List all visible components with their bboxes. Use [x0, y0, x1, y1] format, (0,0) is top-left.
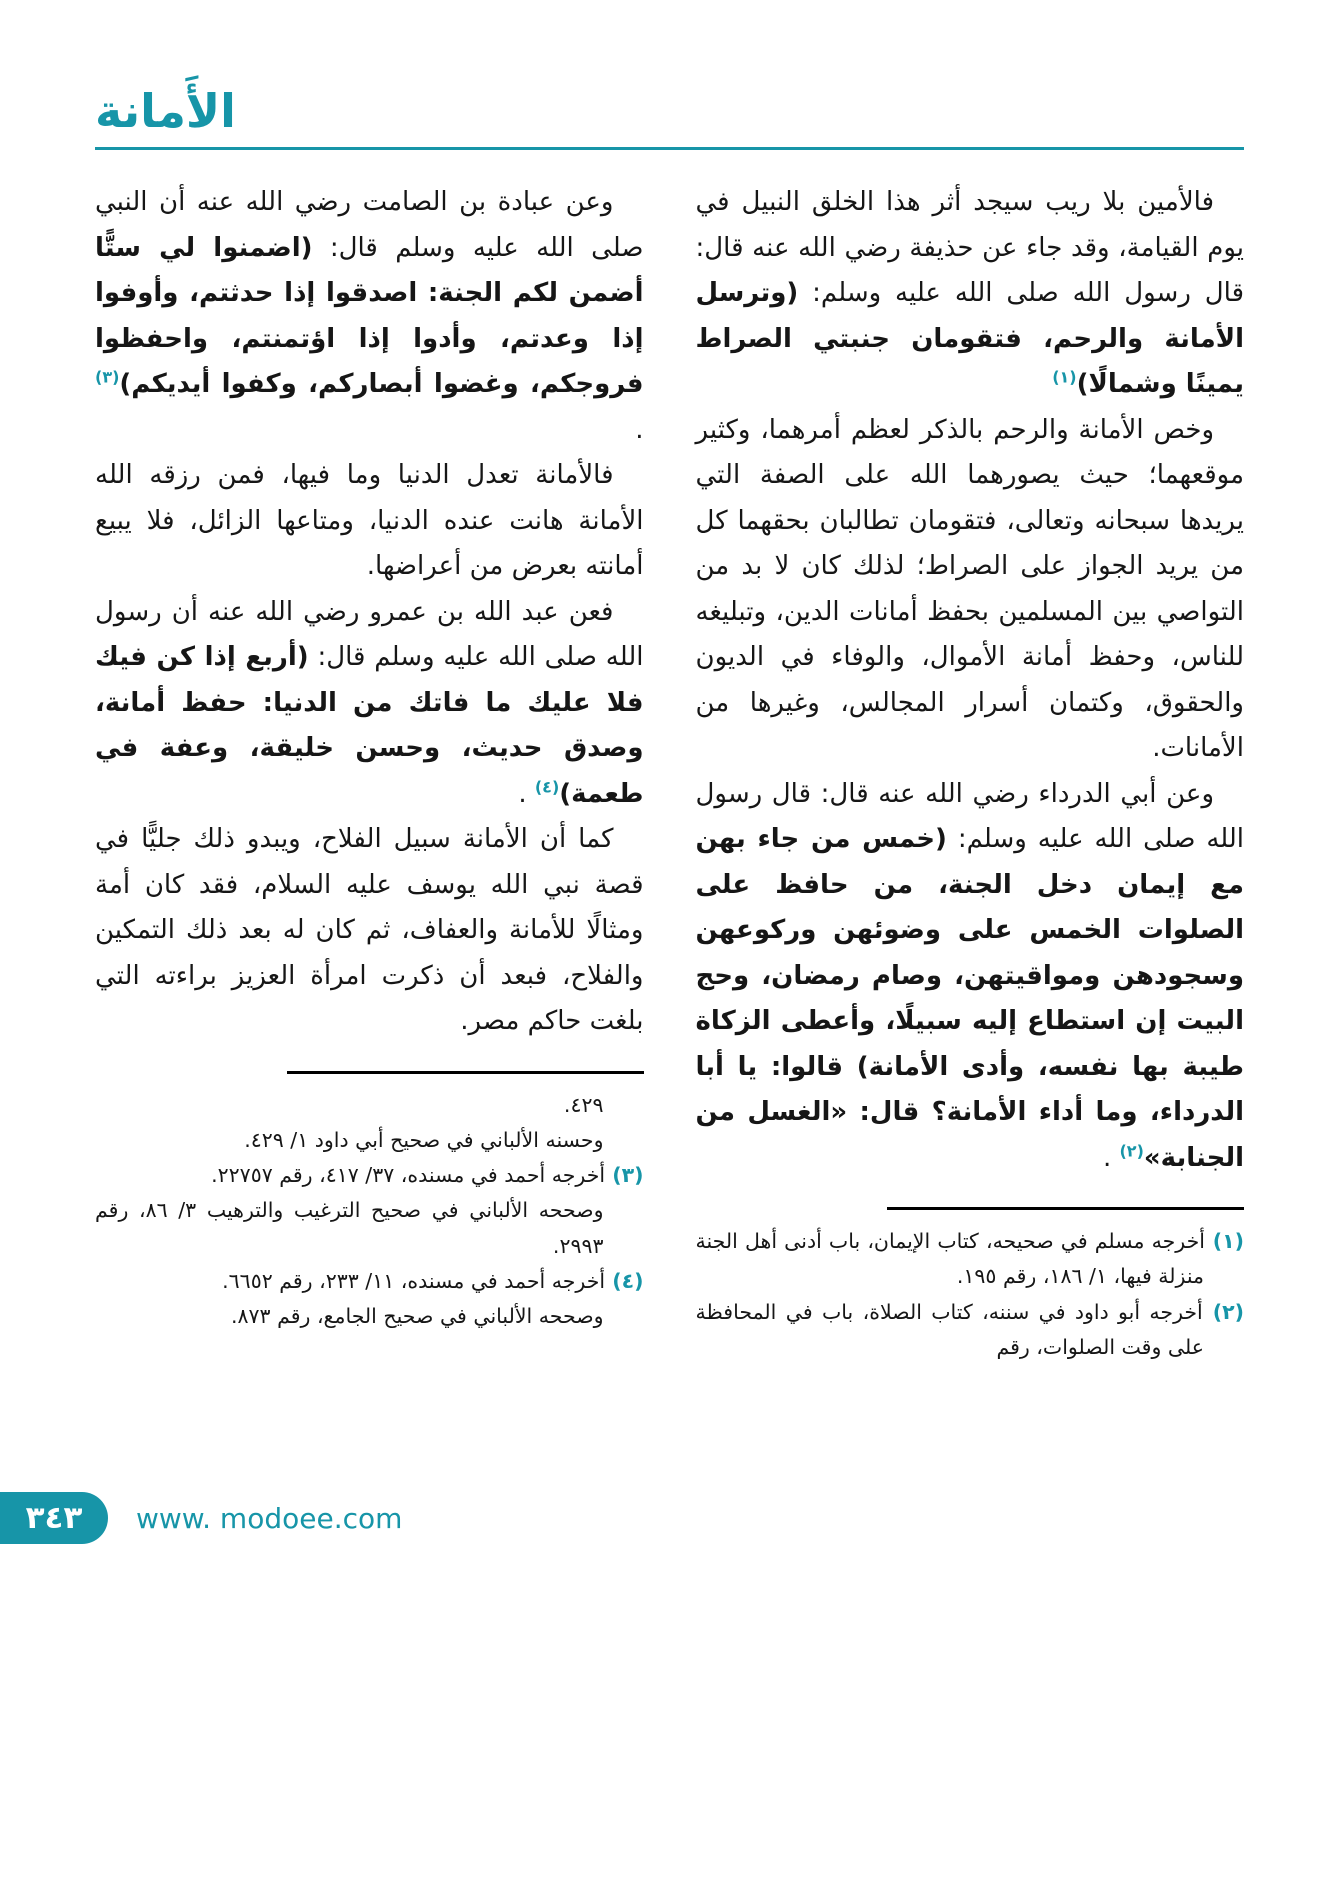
- paragraph: [95, 590, 644, 818]
- running-head-title: الأَمانة: [95, 84, 236, 138]
- page-number: ٣٤٣: [25, 1500, 83, 1536]
- body-text: فعن عبد الله بن عمرو رضي الله عنه أن رسول الله صلى الله عليه وسلم قال:: [95, 596, 644, 672]
- footnote: [95, 1264, 644, 1299]
- page-footer: [0, 1490, 402, 1546]
- paragraph: [696, 408, 1245, 772]
- left-footnote-separator: [287, 1071, 644, 1074]
- footnote-text: أخرجه مسلم في صحيحه، كتاب الإيمان، باب أدنى أهل الجنة منزلة فيها، ١/ ١٨٦، رقم ١٩٥.: [695, 1229, 1205, 1289]
- body-text: فالأمين بلا ريب سيجد أثر هذا الخلق النبيل في يوم القيامة، وقد جاء عن حذيفة رضي الله عنه قال: قال رسول الله صلى الله عليه وسلم:: [695, 187, 1244, 308]
- body-text: كما أن الأمانة سبيل الفلاح، ويبدو ذلك جليًّا في قصة نبي الله يوسف عليه السلام، فقد كان أمة ومثالًا للأمانة والعفاف، ثم كان له بعد ذلك التمكين والفلاح، فبعد أن ذكرت امرأة العزيز براءته التي بلغت حاكم مصر.: [95, 824, 644, 1036]
- page-header: [95, 84, 1244, 150]
- left-column: [95, 180, 644, 1365]
- body-text: وخص الأمانة والرحم بالذكر لعظم أمرهما، وكثير موقعهما؛ حيث يصورهما الله على الصفة التي يريدها سبحانه وتعالى، فتقومان تطالبان بحقهما كل من يريد الجواز على الصراط؛ لذلك كان لا بد من التواصي بين المسلمين بحفظ أمانات الدين، وتبليغه للناس، وحفظ أمانة الأموال، والوفاء في الديون والحقوق، وكتمان أسرار المجالس، وغيرها من الأمانات.: [695, 414, 1244, 763]
- footnote-number: (١): [1204, 1229, 1244, 1253]
- body-text: وعن عبادة بن الصامت رضي الله عنه أن النبي صلى الله عليه وسلم قال:: [95, 187, 644, 263]
- body-text: فالأمانة تعدل الدنيا وما فيها، فمن رزقه الله الأمانة هانت عنده الدنيا، ومتاعها الزائل، فلا يبيع أمانته بعرض من أعراضها.: [95, 460, 644, 581]
- footnote: [95, 1123, 644, 1158]
- hadith-text: (وترسل الأمانة والرحم، فتقومان جنبتي الصراط يمينًا وشمالًا): [695, 278, 1244, 399]
- paragraph: [95, 453, 644, 590]
- footnote-text: ٤٢٩.: [563, 1092, 604, 1117]
- hadith-text: (خمس من جاء بهن مع إيمان دخل الجنة، من حافظ على الصلوات الخمس على وضوئهن وركوعهن وسجودهن ومواقيتهن، وصام رمضان، وحج البيت إن استطاع إليه سبيلًا، وأعطى الزكاة طيبة بها نفسه، وأدى الأمانة) قالوا: يا أبا الدرداء، وما أداء الأمانة؟ قال: «الغسل من الجنابة»: [695, 824, 1244, 1173]
- body-text: .: [635, 414, 644, 445]
- footnote-text: وصححه الألباني في صحيح الجامع، رقم ٨٧٣.: [230, 1304, 604, 1328]
- footnote: [95, 1193, 644, 1264]
- footnote: [696, 1224, 1245, 1295]
- right-column-footnotes: [696, 1224, 1245, 1365]
- paragraph: [696, 180, 1245, 408]
- paragraph: [696, 772, 1245, 1182]
- paragraph: [95, 817, 644, 1045]
- footnote-ref: (١): [1052, 367, 1077, 387]
- footnote: [95, 1088, 644, 1123]
- footnote: [95, 1158, 644, 1193]
- right-column: [696, 180, 1245, 1365]
- footnote-number: (٢): [1202, 1299, 1244, 1324]
- footnote: [95, 1299, 644, 1334]
- body-text: .: [518, 778, 535, 809]
- footnote-text: أخرجه أبو داود في سننه، كتاب الصلاة، باب في المحافظة على وقت الصلوات، رقم: [695, 1299, 1204, 1359]
- footnote-text: أخرجه أحمد في مسنده، ٣٧/ ٤١٧، رقم ٢٢٧٥٧.: [211, 1163, 606, 1187]
- header-rule: [95, 147, 1244, 150]
- website-url: www. modoee.com: [136, 1501, 403, 1535]
- hadith-text: (أربع إذا كن فيك فلا عليك ما فاتك من الدنيا: حفظ أمانة، وصدق حديث، وحسن خليقة، وعفة في طعمة): [95, 642, 644, 809]
- footnote-text: وحسنه الألباني في صحيح أبي داود ١/ ٤٢٩.: [244, 1127, 604, 1152]
- footnote: [696, 1295, 1245, 1366]
- footnote-ref: (٤): [534, 776, 560, 796]
- paragraph: [95, 180, 644, 453]
- footnote-ref: (٢): [1119, 1140, 1144, 1160]
- content-columns: [95, 180, 1244, 1365]
- hadith-text: (اضمنوا لي ستًّا أضمن لكم الجنة: اصدقوا إذا حدثتم، وأوفوا إذا وعدتم، وأدوا إذا اؤتمنتم، واحفظوا فروجكم، وغضوا أبصاركم، وكفوا أيديكم): [95, 232, 644, 399]
- right-column-body: [696, 180, 1245, 1181]
- right-footnote-separator: [887, 1207, 1244, 1210]
- footnote-number: (٤): [605, 1268, 644, 1293]
- left-column-footnotes: [95, 1088, 644, 1335]
- body-text: وعن أبي الدرداء رضي الله عنه قال: قال رسول الله صلى الله عليه وسلم:: [695, 778, 1245, 854]
- footnote-text: وصححه الألباني في صحيح الترغيب والترهيب ٣/ ٨٦، رقم ٢٩٩٣.: [95, 1198, 604, 1258]
- footnote-text: أخرجه أحمد في مسنده، ١١/ ٢٣٣، رقم ٦٦٥٢.: [222, 1268, 606, 1293]
- body-text: .: [1102, 1142, 1120, 1173]
- footnote-ref: (٣): [95, 367, 120, 387]
- left-column-body: [95, 180, 644, 1045]
- page-number-badge: [0, 1492, 108, 1544]
- footnote-number: (٣): [605, 1163, 644, 1187]
